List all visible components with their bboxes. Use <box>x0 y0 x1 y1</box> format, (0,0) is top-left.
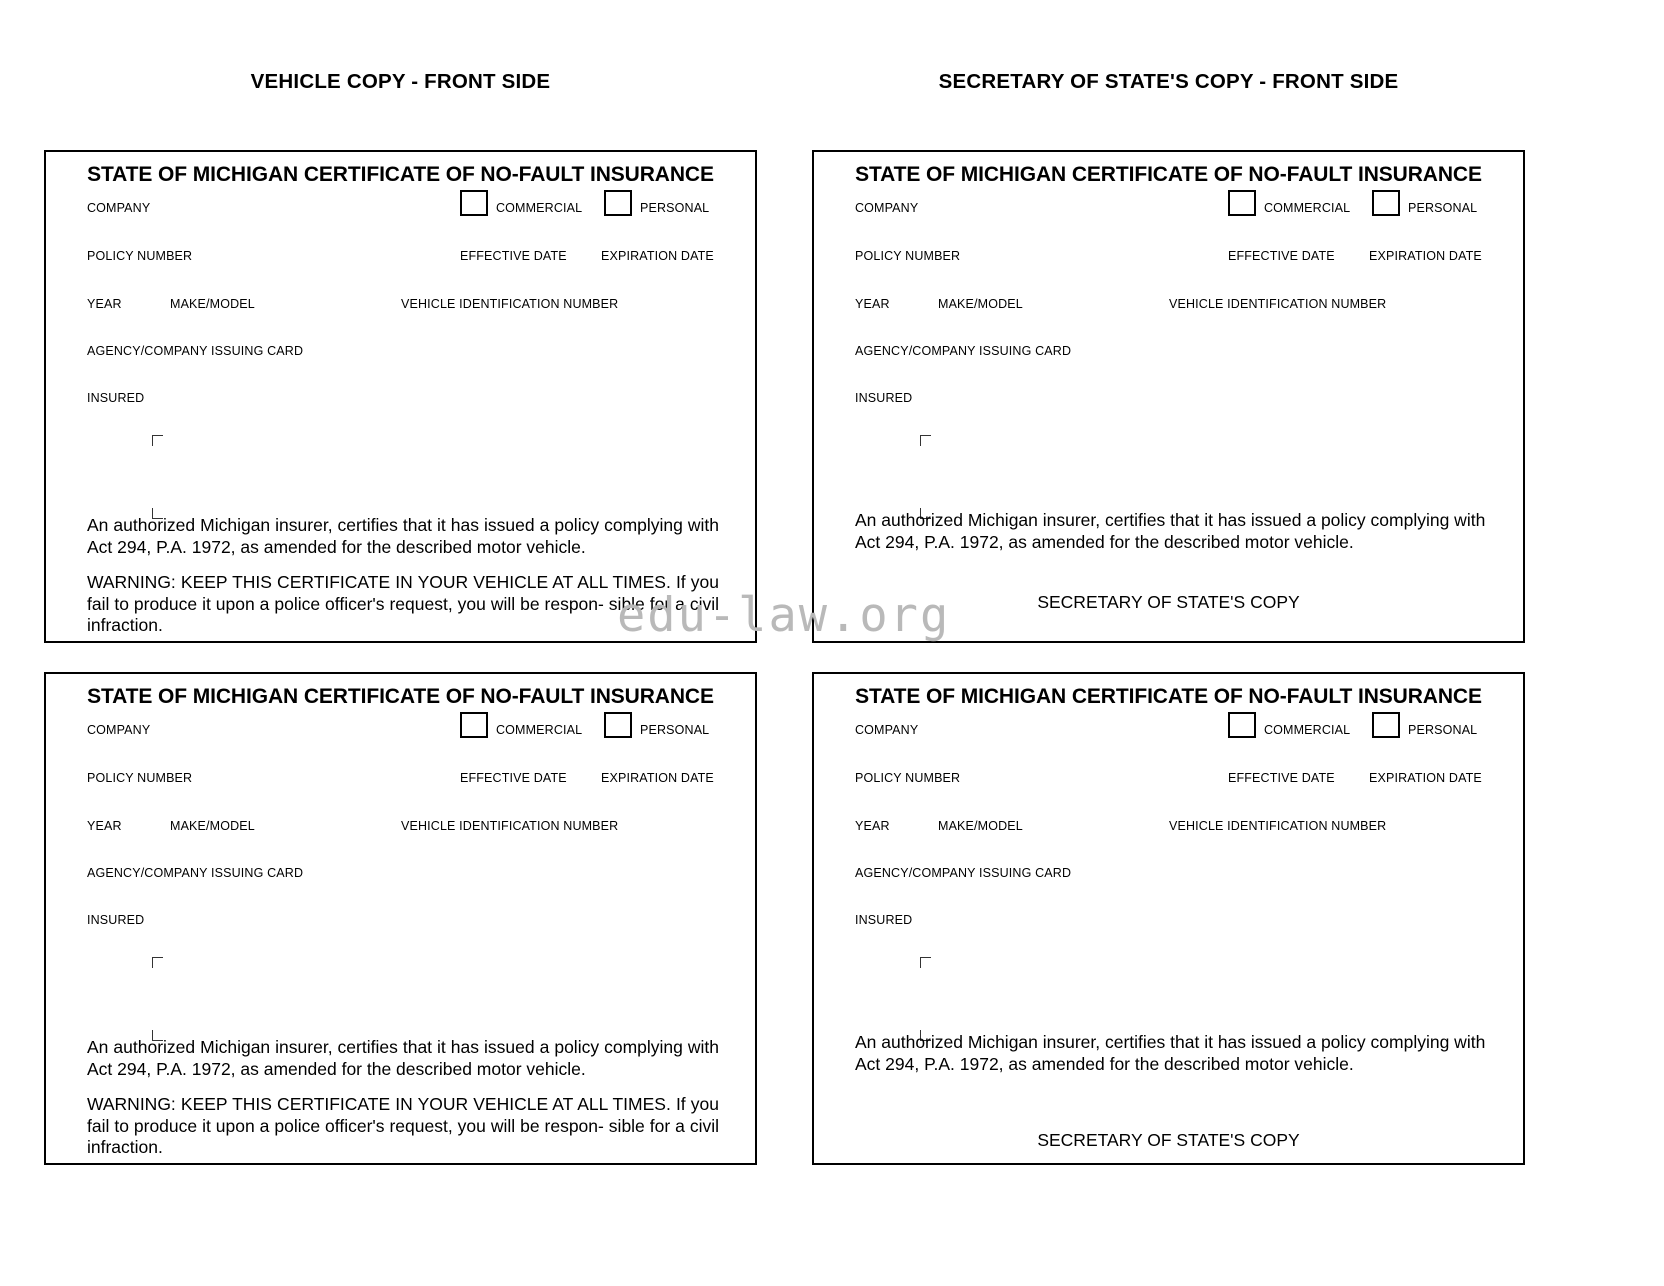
label-effective-date: EFFECTIVE DATE <box>1228 771 1335 785</box>
label-vin: VEHICLE IDENTIFICATION NUMBER <box>1169 297 1387 311</box>
label-expiration-date: EXPIRATION DATE <box>601 249 714 263</box>
insured-bracket-top-left-icon <box>920 435 931 446</box>
checkbox-commercial[interactable] <box>460 712 488 738</box>
label-make-model: MAKE/MODEL <box>938 297 1023 311</box>
insured-bracket-top-left-icon <box>152 957 163 968</box>
label-commercial: COMMERCIAL <box>496 723 583 737</box>
page-heading-vehicle-copy: VEHICLE COPY - FRONT SIDE <box>250 70 551 93</box>
certificate-card-sos-top <box>812 150 1525 643</box>
checkbox-personal[interactable] <box>1372 712 1400 738</box>
label-commercial: COMMERCIAL <box>1264 723 1351 737</box>
label-policy-number: POLICY NUMBER <box>855 249 961 263</box>
certificate-card-vehicle-bottom <box>44 672 757 1165</box>
label-insured: INSURED <box>87 913 145 927</box>
label-effective-date: EFFECTIVE DATE <box>460 249 567 263</box>
site-watermark: edu-law.org <box>617 588 951 643</box>
label-company: COMPANY <box>855 201 919 215</box>
checkbox-commercial[interactable] <box>1228 190 1256 216</box>
label-vin: VEHICLE IDENTIFICATION NUMBER <box>1169 819 1387 833</box>
label-year: YEAR <box>87 297 122 311</box>
certify-paragraph: An authorized Michigan insurer, certifies that it has issued a policy complying with Act 294, P.A. 1972, as amended for the described motor vehicle. <box>855 510 1486 552</box>
label-agency: AGENCY/COMPANY ISSUING CARD <box>855 866 1072 880</box>
label-agency: AGENCY/COMPANY ISSUING CARD <box>855 344 1072 358</box>
label-insured: INSURED <box>855 391 913 405</box>
label-company: COMPANY <box>855 723 919 737</box>
label-effective-date: EFFECTIVE DATE <box>1228 249 1335 263</box>
label-make-model: MAKE/MODEL <box>170 819 255 833</box>
checkbox-personal[interactable] <box>1372 190 1400 216</box>
label-year: YEAR <box>855 297 890 311</box>
label-personal: PERSONAL <box>640 723 710 737</box>
label-personal: PERSONAL <box>640 201 710 215</box>
label-make-model: MAKE/MODEL <box>170 297 255 311</box>
label-commercial: COMMERCIAL <box>496 201 583 215</box>
certify-paragraph: An authorized Michigan insurer, certifies that it has issued a policy complying with Act 294, P.A. 1972, as amended for the described motor vehicle. <box>87 515 719 557</box>
label-expiration-date: EXPIRATION DATE <box>601 771 714 785</box>
label-vin: VEHICLE IDENTIFICATION NUMBER <box>401 297 619 311</box>
checkbox-personal[interactable] <box>604 712 632 738</box>
page-headings <box>0 0 1664 130</box>
certify-paragraph: An authorized Michigan insurer, certifies that it has issued a policy complying with Act 294, P.A. 1972, as amended for the described motor vehicle. <box>855 1032 1486 1074</box>
label-expiration-date: EXPIRATION DATE <box>1369 249 1482 263</box>
warning-paragraph: WARNING: KEEP THIS CERTIFICATE IN YOUR VEHICLE AT ALL TIMES. If you fail to produce it upon a police officer's request, you will be respon- sible for a civil infraction. <box>87 572 719 635</box>
label-insured: INSURED <box>87 391 145 405</box>
sos-copy-footer: SECRETARY OF STATE'S COPY <box>1037 1130 1300 1150</box>
card-title: STATE OF MICHIGAN CERTIFICATE OF NO-FAULT INSURANCE <box>855 163 1482 186</box>
label-vin: VEHICLE IDENTIFICATION NUMBER <box>401 819 619 833</box>
label-insured: INSURED <box>855 913 913 927</box>
warning-paragraph: WARNING: KEEP THIS CERTIFICATE IN YOUR VEHICLE AT ALL TIMES. If you fail to produce it upon a police officer's request, you will be respon- sible for a civil infraction. <box>87 1094 719 1157</box>
label-year: YEAR <box>855 819 890 833</box>
insured-bracket-top-left-icon <box>920 957 931 968</box>
sos-copy-footer: SECRETARY OF STATE'S COPY <box>1037 592 1300 612</box>
label-policy-number: POLICY NUMBER <box>87 771 193 785</box>
label-policy-number: POLICY NUMBER <box>87 249 193 263</box>
checkbox-commercial[interactable] <box>460 190 488 216</box>
card-title: STATE OF MICHIGAN CERTIFICATE OF NO-FAULT INSURANCE <box>87 685 714 708</box>
label-personal: PERSONAL <box>1408 723 1478 737</box>
label-agency: AGENCY/COMPANY ISSUING CARD <box>87 866 304 880</box>
card-title: STATE OF MICHIGAN CERTIFICATE OF NO-FAULT INSURANCE <box>855 685 1482 708</box>
label-agency: AGENCY/COMPANY ISSUING CARD <box>87 344 304 358</box>
checkbox-personal[interactable] <box>604 190 632 216</box>
label-year: YEAR <box>87 819 122 833</box>
label-expiration-date: EXPIRATION DATE <box>1369 771 1482 785</box>
label-policy-number: POLICY NUMBER <box>855 771 961 785</box>
certificate-card-vehicle-top <box>44 150 757 643</box>
label-commercial: COMMERCIAL <box>1264 201 1351 215</box>
insured-bracket-top-left-icon <box>152 435 163 446</box>
label-effective-date: EFFECTIVE DATE <box>460 771 567 785</box>
label-personal: PERSONAL <box>1408 201 1478 215</box>
card-title: STATE OF MICHIGAN CERTIFICATE OF NO-FAULT INSURANCE <box>87 163 714 186</box>
certify-paragraph: An authorized Michigan insurer, certifies that it has issued a policy complying with Act 294, P.A. 1972, as amended for the described motor vehicle. <box>87 1037 719 1079</box>
label-make-model: MAKE/MODEL <box>938 819 1023 833</box>
label-company: COMPANY <box>87 723 151 737</box>
label-company: COMPANY <box>87 201 151 215</box>
certificate-card-sos-bottom <box>812 672 1525 1165</box>
checkbox-commercial[interactable] <box>1228 712 1256 738</box>
page-heading-sos-copy: SECRETARY OF STATE'S COPY - FRONT SIDE <box>938 70 1399 93</box>
